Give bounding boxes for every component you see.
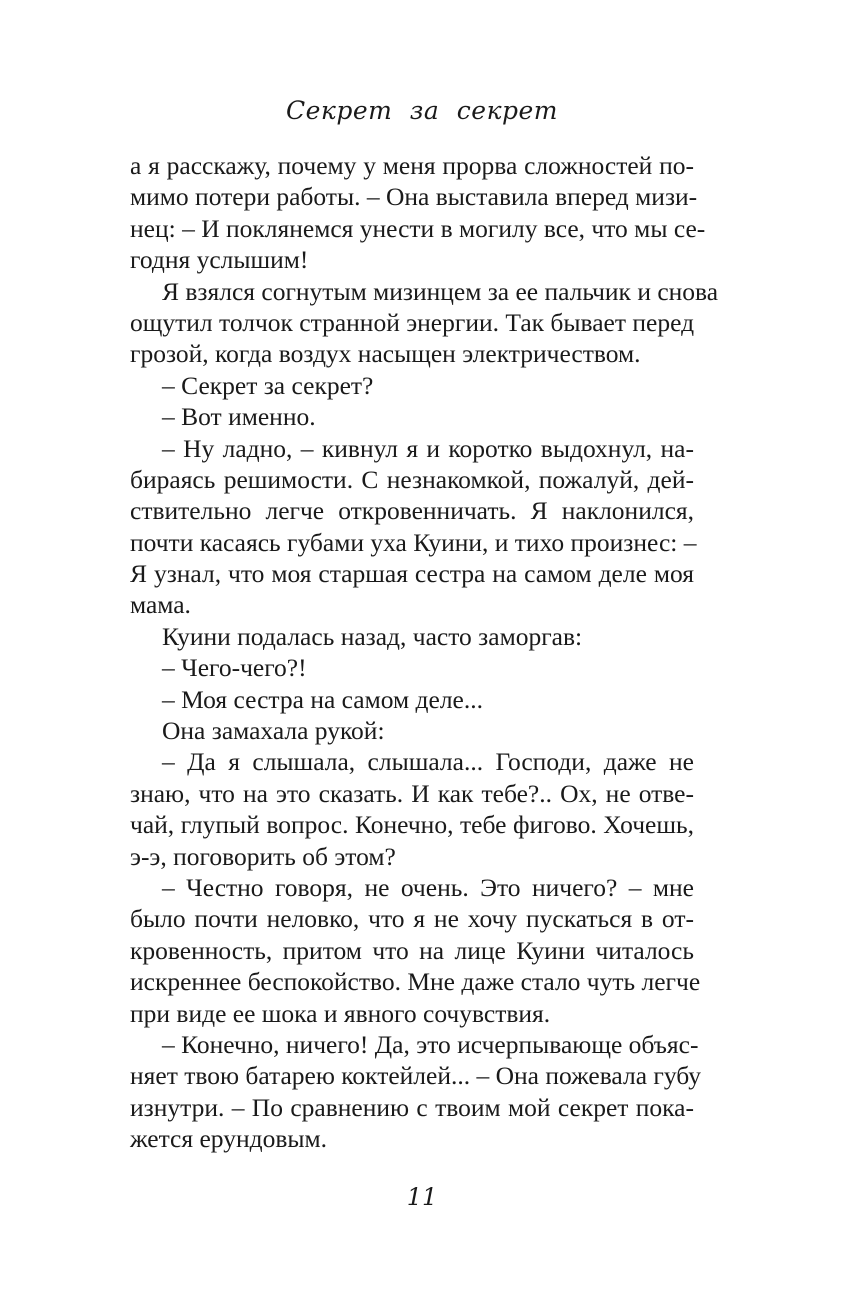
text-line: Куини подалась назад, часто заморгав:: [162, 621, 583, 651]
text-line: – Ну ладно, – кивнул я и коротко выдохнул, на-: [162, 433, 694, 463]
text-line: – Секрет за секрет?: [162, 370, 374, 400]
running-head-title: Секрет за секрет: [285, 96, 559, 125]
text-line: было почти неловко, что я не хочу пускаться в от-: [130, 904, 694, 934]
page-number: 11: [406, 1183, 438, 1211]
text-line: знаю, что на это сказать. И как тебе?.. Ох, не отве-: [130, 778, 694, 808]
text-line: мимо потери работы. – Она выставила вперед мизи-: [130, 182, 698, 212]
body-text: [130, 150, 719, 1155]
text-line: кровенность, притом что на лице Куини читалось: [130, 935, 694, 965]
text-line: э-э, поговорить об этом?: [130, 841, 396, 871]
text-line: – Да я слышала, слышала... Господи, даже не: [162, 747, 694, 777]
text-line: ощутил толчок странной энергии. Так бывает перед: [130, 307, 695, 337]
text-line: искреннее беспокойство. Мне даже стало чуть легче: [130, 967, 701, 997]
text-line: почти касаясь губами уха Куини, и тихо произнес: –: [130, 527, 697, 557]
text-line: Она замахала рукой:: [162, 716, 385, 746]
text-line: – Честно говоря, не очень. Это ничего? – мне: [162, 872, 694, 902]
text-line: а я расскажу, почему у меня прорва сложностей по-: [130, 151, 694, 180]
text-line: грозой, когда воздух насыщен электричеством.: [130, 339, 641, 369]
text-line: – Вот именно.: [162, 402, 316, 432]
text-line: – Чего-чего?!: [162, 653, 307, 683]
text-line: чай, глупый вопрос. Конечно, тебе фигово. Хочешь,: [130, 810, 694, 840]
text-line: Я взялся согнутым мизинцем за ее пальчик и снова: [162, 276, 719, 306]
text-line: годня услышим!: [130, 245, 309, 275]
text-line: Я узнал, что моя старшая сестра на самом деле моя: [130, 559, 694, 589]
text-line: – Моя сестра на самом деле...: [162, 684, 483, 714]
text-line: ствительно легче откровенничать. Я наклонился,: [130, 496, 694, 526]
text-line: изнутри. – По сравнению с твоим мой секрет пока-: [130, 1092, 694, 1122]
text-line: жется ерундовым.: [130, 1124, 328, 1154]
text-line: бираясь решимости. С незнакомкой, пожалуй, дей-: [130, 464, 694, 494]
text-line: мама.: [130, 590, 191, 620]
text-line: нец: – И поклянемся унести в могилу все, что мы се-: [130, 213, 706, 243]
text-line: – Конечно, ничего! Да, это исчерпывающе объяс-: [162, 1029, 699, 1059]
text-line: няет твою батарею коктейлей... – Она пожевала губу: [130, 1061, 702, 1091]
text-line: при виде ее шока и явного сочувствия.: [130, 998, 551, 1028]
